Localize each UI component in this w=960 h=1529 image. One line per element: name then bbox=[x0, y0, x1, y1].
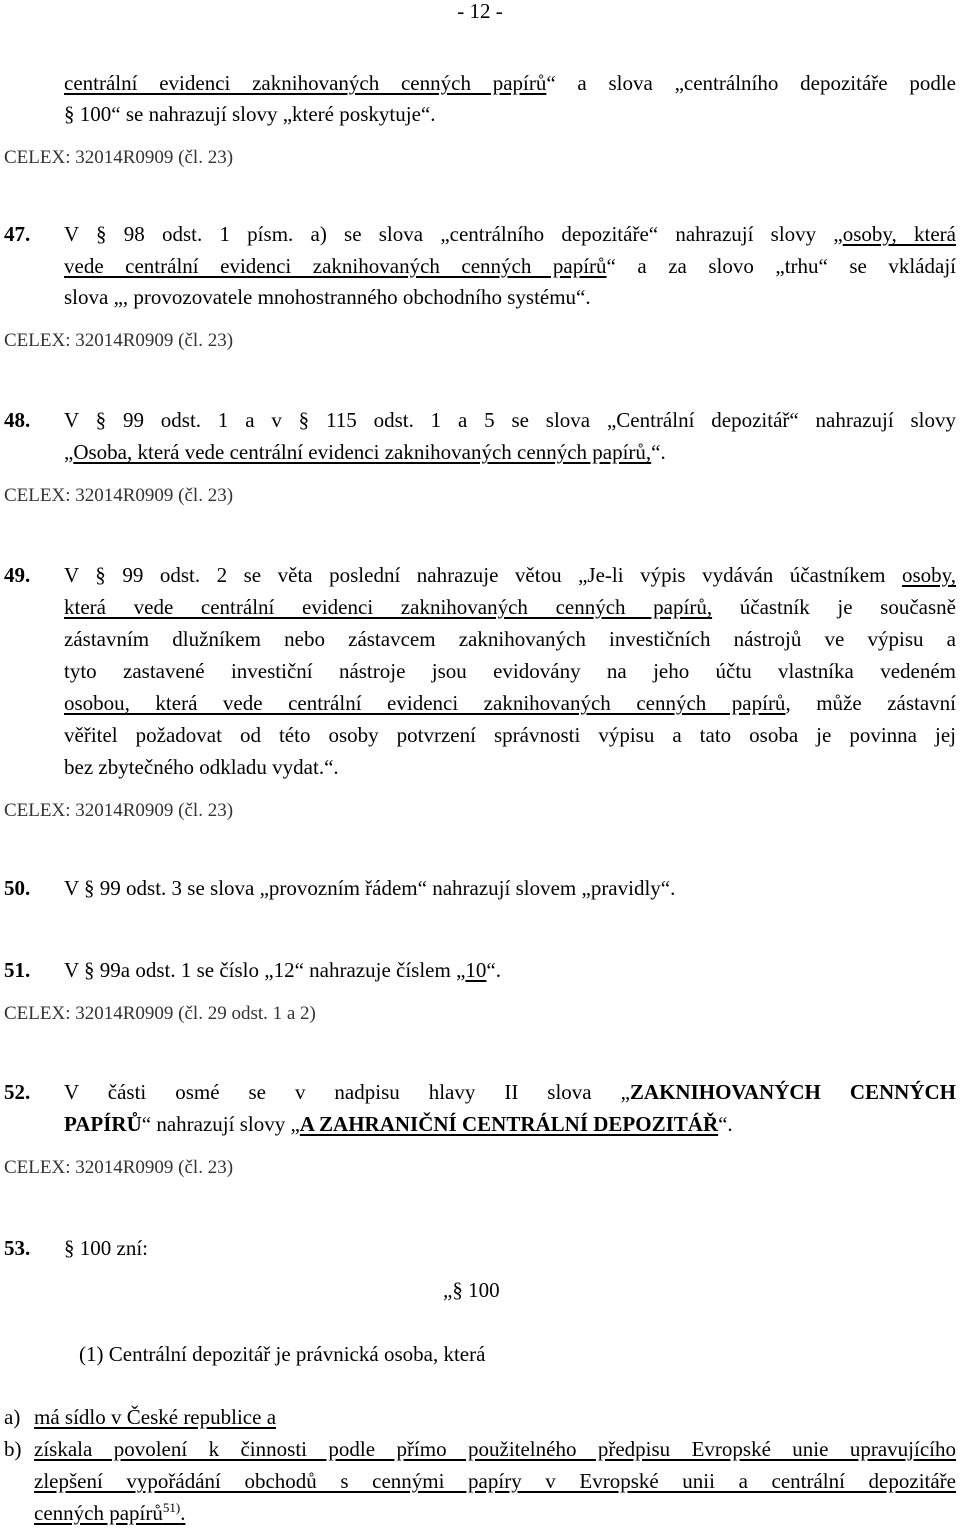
p52-line-2: PAPÍRŮ“ nahrazují slovy „A ZAHRANIČNÍ CENTRÁLNÍ DEPOZITÁŘ“. bbox=[64, 1112, 733, 1136]
item-b-line-2 bbox=[34, 1466, 956, 1497]
item-number-49: 49. bbox=[4, 563, 31, 587]
item-b-underlined-text: získala povolení k činnosti podle přímo použitelného předpisu Evropské unie upravujícího bbox=[34, 1437, 956, 1461]
item-number-53: 53. bbox=[4, 1236, 31, 1260]
p48-underlined-text: Osoba, která vede centrální evidenci zaknihovaných cenných papírů, bbox=[73, 440, 652, 464]
item-number-51: 51. bbox=[4, 958, 31, 982]
p49-underlined-text: osoby, bbox=[901, 563, 956, 587]
celex-reference: CELEX: 32014R0909 (čl. 23) bbox=[4, 1157, 234, 1178]
p48-line-2: „Osoba, která vede centrální evidenci zaknihovaných cenných papírů,“. bbox=[64, 440, 666, 464]
p49-line-1: V § 99 odst. 2 se věta poslední nahrazuje větou „Je-li výpis vydáván účastníkem osoby, bbox=[64, 563, 956, 587]
p52-bold-text: ZAKNIHOVANÝCH CENNÝCH bbox=[629, 1080, 956, 1104]
item-a-text bbox=[34, 1402, 276, 1433]
p47-text: “ a za slovo „trhu“ se vkládají bbox=[606, 254, 956, 278]
p49-line-7: bez zbytečného odkladu vydat.“. bbox=[64, 755, 339, 779]
p49-underlined-text: osobou, která vede centrální evidenci zaknihovaných cenných papírů bbox=[64, 691, 786, 715]
p47-text: V § 98 odst. 1 písm. a) se slova „centrálního depozitáře“ nahrazují slovy „ bbox=[64, 222, 843, 246]
item-number-48: 48. bbox=[4, 408, 31, 432]
p49-line-4: tyto zastavené investiční nástroje jsou evidovány na jeho účtu vlastníka vedeném bbox=[64, 659, 956, 683]
p49-line-5: osobou, která vede centrální evidenci zaknihovaných cenných papírů, může zástavní bbox=[64, 691, 956, 715]
p49-underlined-text: která vede centrální evidenci zaknihovaných cenných papírů, bbox=[64, 595, 713, 619]
p47-underlined-text: osoby, která bbox=[842, 222, 956, 246]
celex-reference: CELEX: 32014R0909 (čl. 23) bbox=[4, 330, 234, 351]
p47-line-3: slova „, provozovatele mnohostranného obchodního systému“. bbox=[64, 285, 591, 309]
celex-reference: CELEX: 32014R0909 (čl. 23) bbox=[4, 800, 234, 821]
item-a-label: a) bbox=[4, 1405, 21, 1429]
p49-line-3: zástavním dlužníkem nebo zástavcem zaknihovaných investičních nástrojů ve výpisu a bbox=[64, 627, 956, 651]
paragraph-1: (1) Centrální depozitář je právnická osoba, která bbox=[79, 1342, 486, 1366]
item-number-52: 52. bbox=[4, 1080, 31, 1104]
p49-line-2: která vede centrální evidenci zaknihovaných cenných papírů, účastník je současně bbox=[64, 595, 956, 619]
page-number: - 12 - bbox=[457, 0, 503, 23]
celex-reference: CELEX: 32014R0909 (čl. 23) bbox=[4, 147, 234, 168]
item-a-underlined-text: má sídlo v České republice a bbox=[34, 1405, 277, 1429]
item-b-label: b) bbox=[4, 1437, 22, 1461]
p51-line-1: V § 99a odst. 1 se číslo „12“ nahrazuje číslem „10“. bbox=[64, 958, 501, 982]
p47-underlined-text: vede centrální evidenci zaknihovaných cenných papírů bbox=[64, 254, 607, 278]
celex-reference: CELEX: 32014R0909 (čl. 23) bbox=[4, 485, 234, 506]
p46-line-1 bbox=[64, 68, 956, 99]
p47-line-1 bbox=[64, 219, 956, 250]
item-number-50: 50. bbox=[4, 876, 31, 900]
item-b-line-1 bbox=[34, 1434, 956, 1465]
footnote-ref: 51) bbox=[162, 1500, 181, 1515]
p48-line-1: V § 99 odst. 1 a v § 115 odst. 1 a 5 se slova „Centrální depozitář“ nahrazují slovy bbox=[64, 408, 956, 432]
p47-line-2 bbox=[64, 251, 956, 282]
p46-line-2: § 100“ se nahrazují slovy „které poskytuje“. bbox=[64, 102, 436, 126]
p53-line-1: § 100 zní: bbox=[64, 1236, 148, 1260]
p52-line-1: V části osmé se v nadpisu hlavy II slova „ZAKNIHOVANÝCH CENNÝCH bbox=[64, 1080, 956, 1104]
celex-reference: CELEX: 32014R0909 (čl. 29 odst. 1 a 2) bbox=[4, 1003, 316, 1024]
p52-bold-text: PAPÍRŮ bbox=[64, 1112, 142, 1136]
p49-line-6: věřitel požadovat od této osoby potvrzení správnosti výpisu a tato osoba je povinna jej bbox=[64, 723, 956, 747]
p50-line-1: V § 99 odst. 3 se slova „provozním řádem“ nahrazují slovem „pravidly“. bbox=[64, 876, 676, 900]
p46-text: “ a slova „centrálního depozitáře podle bbox=[546, 71, 956, 95]
item-b-underlined-text: zlepšení vypořádání obchodů s cennými papíry v Evropské unii a centrální depozitáře bbox=[34, 1469, 956, 1493]
p46-underlined-text: centrální evidenci zaknihovaných cenných papírů bbox=[64, 71, 547, 95]
item-number-47: 47. bbox=[4, 222, 31, 246]
item-b-line-3: cenných papírů$^{51)}$. bbox=[34, 1500, 186, 1525]
p51-underlined-text: 10 bbox=[465, 958, 487, 982]
section-heading: „§ 100 bbox=[443, 1278, 500, 1302]
p52-underlined-bold-text: A ZAHRANIČNÍ CENTRÁLNÍ DEPOZITÁŘ bbox=[299, 1112, 719, 1136]
item-b-underlined-text: cenných papírů bbox=[34, 1501, 163, 1525]
